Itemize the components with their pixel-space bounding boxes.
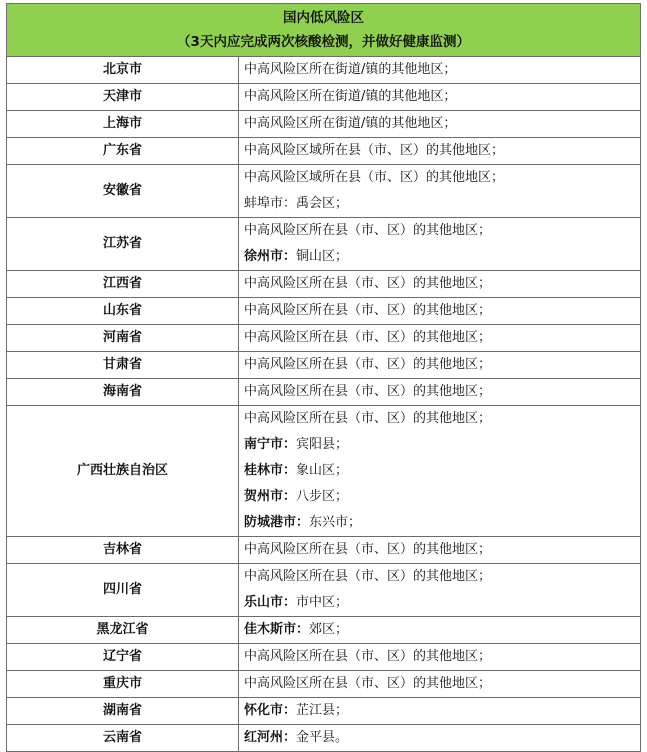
area-text: 中高风险区所在县（市、区）的其他地区； (244, 569, 492, 584)
table-row (7, 379, 641, 406)
area-text: 中高风险区所在街道/镇的其他地区； (244, 89, 457, 104)
area-text: 金平县。 (296, 730, 349, 745)
table-row (7, 698, 641, 725)
area-line (244, 84, 640, 110)
city-label: 徐州市： (244, 249, 297, 264)
table-row (7, 218, 641, 271)
area-line (244, 379, 640, 405)
area-line (244, 590, 640, 616)
province-cell: 上海市 (7, 111, 239, 138)
area-line (244, 510, 640, 536)
province-cell: 江西省 (7, 271, 239, 298)
area-text: 铜山区； (296, 249, 349, 264)
area-line (244, 191, 640, 217)
province-cell: 广西壮族自治区 (7, 406, 239, 537)
area-description-cell (239, 325, 641, 352)
city-label: 怀化市： (244, 703, 297, 718)
city-label: 南宁市： (244, 437, 297, 452)
area-line (244, 671, 640, 697)
area-line (244, 325, 640, 351)
low-risk-area-table (6, 3, 641, 752)
area-line (244, 564, 640, 590)
city-label: 贺州市： (244, 489, 297, 504)
area-text: 中高风险区所在县（市、区）的其他地区； (244, 649, 492, 664)
province-cell: 北京市 (7, 57, 239, 84)
area-line (244, 165, 640, 191)
area-text: 中高风险区所在县（市、区）的其他地区； (244, 384, 492, 399)
province-cell: 甘肃省 (7, 352, 239, 379)
province-cell: 黑龙江省 (7, 617, 239, 644)
area-line (244, 725, 640, 751)
area-description-cell (239, 271, 641, 298)
area-description-cell (239, 138, 641, 165)
table-row (7, 271, 641, 298)
province-cell: 吉林省 (7, 537, 239, 564)
table-row (7, 298, 641, 325)
area-text: 象山区； (296, 463, 349, 478)
area-description-cell (239, 725, 641, 752)
province-cell: 河南省 (7, 325, 239, 352)
area-text: 东兴市； (309, 515, 362, 530)
area-text: 中高风险区域所在县（市、区）的其他地区； (244, 143, 505, 158)
table-row (7, 57, 641, 84)
area-text: 宾阳县； (296, 437, 349, 452)
province-cell: 安徽省 (7, 165, 239, 218)
area-line (244, 244, 640, 270)
area-text: 中高风险区所在县（市、区）的其他地区； (244, 676, 492, 691)
area-line (244, 271, 640, 297)
area-text: 中高风险区所在县（市、区）的其他地区； (244, 411, 492, 426)
area-text: 八步区； (296, 489, 349, 504)
area-description-cell (239, 218, 641, 271)
city-label: 乐山市： (244, 595, 297, 610)
area-line (244, 406, 640, 432)
table-row (7, 111, 641, 138)
area-description-cell (239, 111, 641, 138)
area-description-cell (239, 698, 641, 725)
city-label: 防城港市： (244, 515, 310, 530)
area-text: 中高风险区所在县（市、区）的其他地区； (244, 330, 492, 345)
area-text: 中高风险区域所在县（市、区）的其他地区； (244, 170, 505, 185)
area-text: 中高风险区所在县（市、区）的其他地区； (244, 542, 492, 557)
table-row (7, 352, 641, 379)
table-header-cell (7, 4, 641, 57)
province-cell: 海南省 (7, 379, 239, 406)
province-cell: 云南省 (7, 725, 239, 752)
province-cell: 四川省 (7, 564, 239, 617)
area-description-cell (239, 564, 641, 617)
table-body (7, 4, 641, 752)
area-description-cell (239, 165, 641, 218)
city-label: 佳木斯市： (244, 622, 310, 637)
area-text: 芷江县； (296, 703, 349, 718)
area-description-cell (239, 406, 641, 537)
area-text: 郊区； (309, 622, 349, 637)
table-title: 国内低风险区 (283, 10, 364, 26)
area-text: 中高风险区所在街道/镇的其他地区； (244, 62, 457, 77)
area-text: 中高风险区所在县（市、区）的其他地区； (244, 357, 492, 372)
table-row (7, 537, 641, 564)
table-row (7, 325, 641, 352)
table-row (7, 165, 641, 218)
city-label: 红河州： (244, 730, 297, 745)
province-cell: 山东省 (7, 298, 239, 325)
area-line (244, 111, 640, 137)
area-line (244, 57, 640, 83)
area-text: 中高风险区所在街道/镇的其他地区； (244, 116, 457, 131)
area-text: 蚌埠市：禹会区； (244, 196, 349, 211)
province-cell: 广东省 (7, 138, 239, 165)
province-cell: 天津市 (7, 84, 239, 111)
area-line (244, 352, 640, 378)
area-description-cell (239, 671, 641, 698)
area-description-cell (239, 84, 641, 111)
table-row (7, 84, 641, 111)
area-line (244, 138, 640, 164)
area-line (244, 537, 640, 563)
area-description-cell (239, 352, 641, 379)
area-description-cell (239, 57, 641, 84)
area-description-cell (239, 379, 641, 406)
area-line (244, 484, 640, 510)
area-description-cell (239, 617, 641, 644)
area-line (244, 432, 640, 458)
table-row (7, 406, 641, 537)
province-cell: 辽宁省 (7, 644, 239, 671)
area-description-cell (239, 298, 641, 325)
province-cell: 江苏省 (7, 218, 239, 271)
table-row (7, 671, 641, 698)
area-line (244, 698, 640, 724)
table-row (7, 644, 641, 671)
area-line (244, 298, 640, 324)
area-line (244, 458, 640, 484)
area-description-cell (239, 537, 641, 564)
area-text: 中高风险区所在县（市、区）的其他地区； (244, 223, 492, 238)
area-line (244, 218, 640, 244)
area-text: 中高风险区所在县（市、区）的其他地区； (244, 303, 492, 318)
area-description-cell (239, 644, 641, 671)
table-row (7, 138, 641, 165)
table-row (7, 725, 641, 752)
table-header-row (7, 4, 641, 57)
city-label: 桂林市： (244, 463, 297, 478)
table-row (7, 617, 641, 644)
area-line (244, 617, 640, 643)
area-line (244, 644, 640, 670)
area-text: 中高风险区所在县（市、区）的其他地区； (244, 276, 492, 291)
table-subtitle: （3天内应完成两次核酸检测，并做好健康监测） (177, 34, 470, 50)
province-cell: 重庆市 (7, 671, 239, 698)
table-row (7, 564, 641, 617)
area-text: 市中区； (296, 595, 349, 610)
province-cell: 湖南省 (7, 698, 239, 725)
